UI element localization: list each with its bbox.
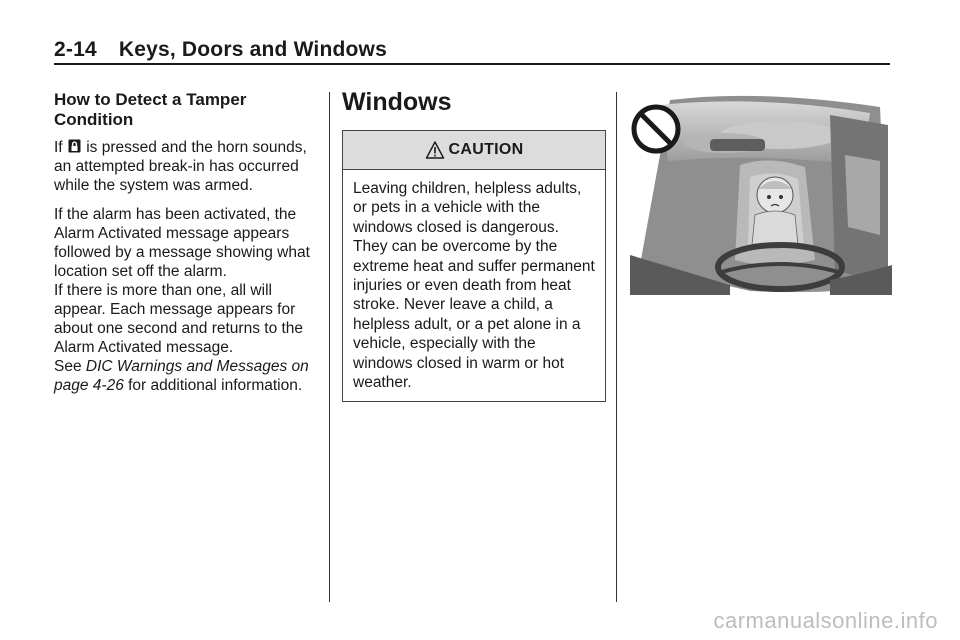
page-header — [54, 38, 387, 62]
column-divider-left — [329, 92, 330, 602]
tamper-paragraph-4 — [54, 357, 316, 395]
left-column — [54, 90, 316, 405]
warning-triangle-icon — [425, 140, 445, 160]
p4-see: See — [54, 358, 86, 375]
tamper-heading: How to Detect a Tamper Condition — [54, 90, 247, 129]
caution-header — [343, 131, 605, 170]
p1-text-start: If — [54, 139, 67, 156]
middle-column — [342, 86, 604, 402]
column-divider-right — [616, 92, 617, 602]
no-child-left-in-car-illustration — [630, 95, 892, 295]
key-fob-lock-icon — [68, 139, 81, 153]
page-number: 2-14 — [54, 38, 97, 61]
section-title: Keys, Doors and Windows — [118, 38, 387, 61]
dic-warnings-link[interactable]: DIC Warnings and Messages on page 4-26 — [54, 358, 309, 394]
caution-text: Leaving children, helpless adults, or pets in a vehicle with the windows closed is dangerous. They can be overcome by the extreme heat and suffer permanent injuries or even death from heat stroke. Never leave a child, a helpless adult, or a pet alone in a vehicle, especially with the windows closed in warm or hot weather. — [353, 180, 595, 392]
p4-after: for additional information. — [123, 377, 303, 394]
tamper-paragraph-1 — [54, 138, 316, 195]
p1-text-end: is pressed and the horn sounds, an attempted break-in has occurred while the system was armed. — [54, 139, 307, 194]
tamper-paragraph-2: If the alarm has been activated, the Alarm Activated message appears followed by a message showing what location set off the alarm. — [54, 206, 310, 280]
caution-label: CAUTION — [448, 141, 524, 158]
header-rule — [54, 63, 890, 65]
watermark: carmanualsonline.info — [713, 608, 938, 633]
caution-box — [342, 130, 606, 402]
windows-title: Windows — [342, 88, 452, 116]
tamper-paragraph-3: If there is more than one, all will appear. Each message appears for about one second and returns to the Alarm Activated message. — [54, 282, 304, 356]
